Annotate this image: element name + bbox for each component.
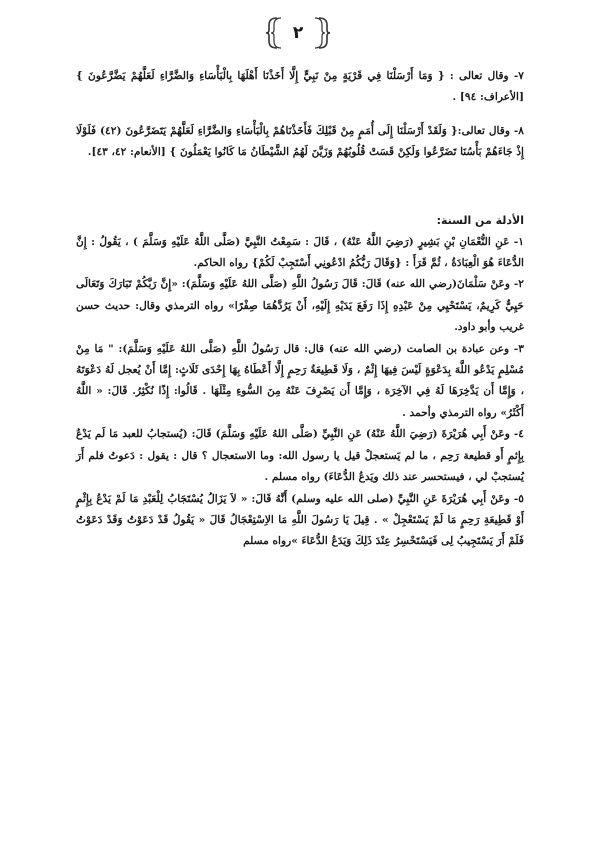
page-number: ٢	[292, 23, 304, 43]
verse-paragraph-7: ٧- وقال تعالى : { وَمَا أَرْسَلْنَا فِي قَرْيَةٍ مِنْ نَبِيٍّ إِلَّا أَخَذْنَا أَهْلَهَا بِالْبَأْسَاءِ وَالضَّرَّاءِ لَعَلَّهُمْ يَضَّرَّعُونَ } [الأعراف: ٩٤] .	[76, 70, 524, 104]
hadith-paragraph-4: ٤- وعَنْ أَبِي هُرَيْرَةَ (رَضِيَ اللَّهُ عَنْهُ) عَنِ النَّبِيِّ (صَلَّى اللهُ عَلَيْهِ وَسَلَّمَ) قَالَ: (يُستجابُ للعبد مَا لَم يَدْعُ بِإِثمٍ أَو قطيعة رَحِم ، ما لم يَستعجلْ قيل يا رسول الله: وما الاستعجال ؟ قال : يقول : دَعوتُ فلم أَرَ يُستجبْ لي ، فيستحسر عند ذلك ويَدعُ الدُّعَاءَ) رواه مسلم .	[76, 428, 524, 484]
section-heading: الأدلة من السنة:	[436, 213, 524, 227]
page-body	[76, 66, 524, 553]
hadith-paragraph-5: ٥- وعَنْ أَبِي هُرَيْرَةَ عَنِ النَّبِيِّ (صلى الله عليه وسلم) أَنَّهُ قَالَ: « لاَ يَزَالُ يُسْتَجَابُ لِلْعَبْدِ مَا لَمْ يَدْعُ بِإِثْمٍ أَوْ قَطِيعَةِ رَحِمٍ مَا لَمْ يَسْتَعْجِلْ » . قِيلَ يَا رَسُولَ اللَّهِ مَا الاِسْتِعْجَالُ قَالَ « يَقُولُ قَدْ دَعَوْتُ وَقَدْ دَعَوْتُ فَلَمْ أَرَ يَسْتَجِيبُ لِى فَيَسْتَحْسِرُ عِنْدَ ذَلِكَ وَيَدَعُ الدُّعَاءَ »رواه مسلم	[76, 492, 524, 548]
spacer	[76, 109, 524, 121]
hadith-paragraph-2: ٢- وعَنْ سَلْمَانَ(رضي الله عنه) قَالَ: قَالَ رَسُولُ اللَّهِ (صَلَّى اللهُ عَلَيْهِ وَسَلَّمَ): «إِنَّ رَبَّكُمْ تَبَارَكَ وَتَعَالَى حَيِيٌّ كَرِيمٌ، يَسْتَحْيِي مِنْ عَبْدِهِ إِذَا رَفَعَ يَدَيْهِ إِلَيْهِ، أَنْ يَرُدَّهُمَا صِفْرًا» رواه الترمذي وقال: حديث حسن غريب وأبو داود.	[76, 278, 524, 334]
hadith-paragraph-1: ١- عَنِ النُّعْمَانِ بْنِ بَشِيرٍ (رَضِيَ اللَّهُ عَنْهُ) ، قَالَ : سَمِعْتُ النَّبِيَّ (صَلَّى اللَّهُ عَلَيْهِ وَسَلَّمَ ) ، يَقُولُ : إِنَّ الدُّعَاءَ هُوَ الْعِبَادَةُ ، ثُمَّ قَرَأَ : {وَقَالَ رَبُّكُمُ ادْعُونِي أَسْتَجِبْ لَكُمْ} رواه الحاكم.	[76, 235, 524, 270]
hadith-paragraph-3: ٣- وعن عبادة بن الصامت (رضي الله عنه) قال: قال رَسُولُ اللَّهِ (صَلَّى اللهُ عَلَيْهِ وَسَلَّمَ): " مَا مِنْ مُسْلِمٍ يَدْعُو اللَّهَ بِدَعْوَةٍ لَيْسَ فِيهَا إِثْمٌ ، وَلَا قَطِيعَةُ رَحِمٍ إِلَّا أَعْطَاهُ بِهَا إِحْدَى ثَلَاثٍ: إِمَّا أَنْ يُعجل لَهُ دَعْوَتَهُ ، وَإِمَّا أَن يَدَّخِرَهَا لَهُ فِي الآخِرَة ، وَإِمَّا أَن يَصْرِفَ عَنْهُ مِنَ السُّوءِ مِثْلَهَا . قَالُوا: إِذًا نُكْثِرُ. قَالَ: « اللَّهُ أَكْثَرُ» رواه الترمذي وأحمد .	[76, 342, 524, 419]
page-number-frame	[265, 16, 331, 50]
verse-paragraph-8: ٨- وقال تعالى:{ وَلَقَدْ أَرْسَلْنَا إِلَى أُمَمٍ مِنْ قَبْلِكَ فَأَخَذْنَاهُمْ بِالْبَأْسَاءِ وَالضَّرَّاءِ لَعَلَّهُمْ يَتَضَرَّعُونَ (٤٢) فَلَوْلَا إِذْ جَاءَهُمْ بَأْسُنَا تَضَرَّعُوا وَلَكِنْ قَسَتْ قُلُوبُهُمْ وَزَيَّنَ لَهُمُ الشَّيْطَانُ مَا كَانُوا يَعْمَلُونَ } [الأنعام: ٤٢، ٤٣].	[76, 124, 524, 159]
spacer	[76, 164, 524, 210]
